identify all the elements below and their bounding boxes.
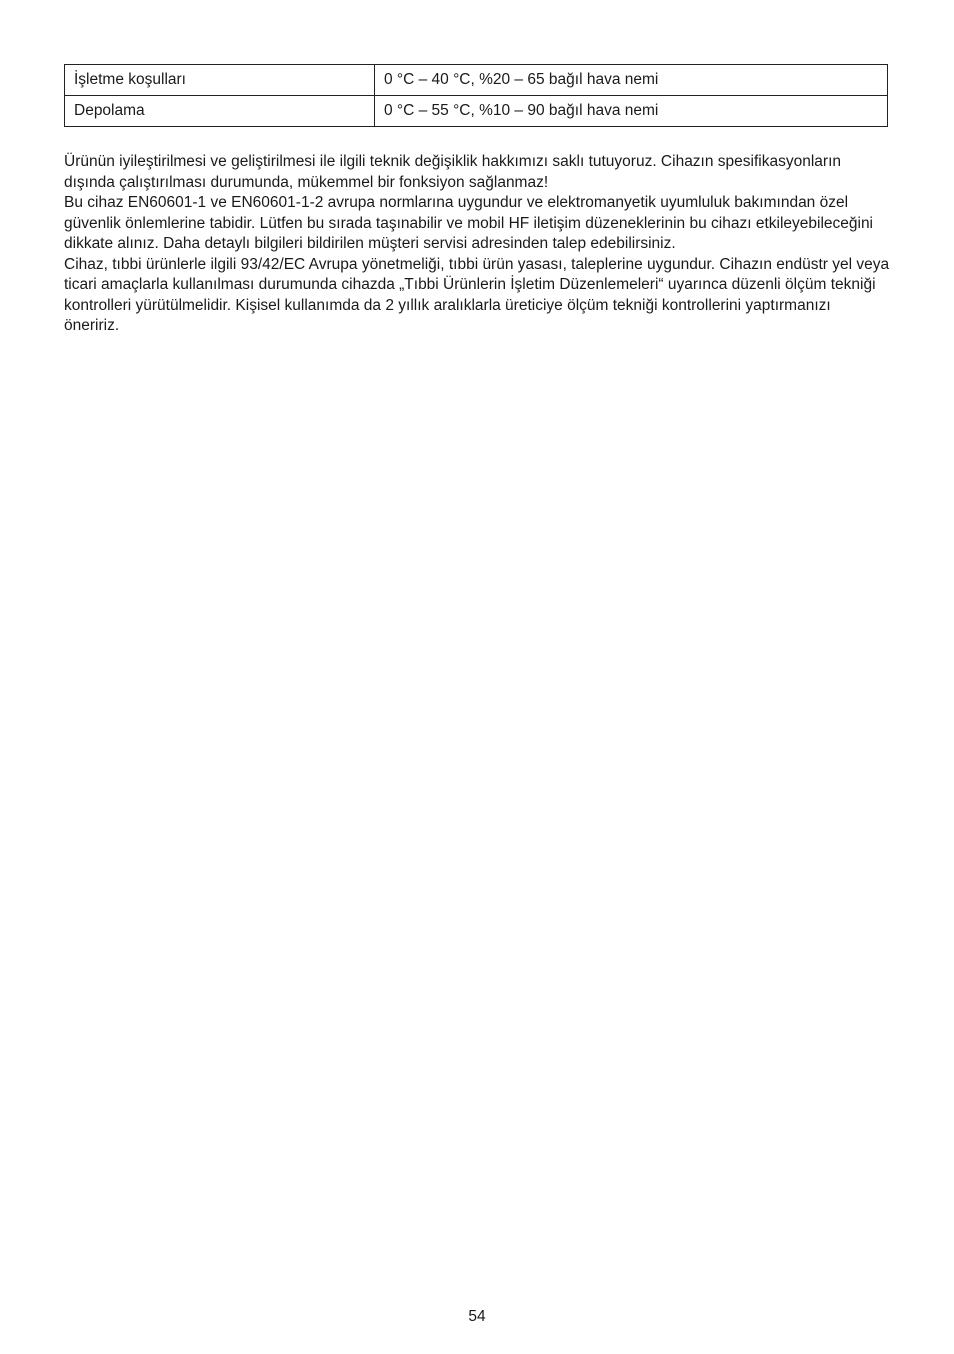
operating-conditions-value: 0 °C – 40 °C, %20 – 65 bağıl hava nemi (375, 65, 888, 96)
specifications-table (64, 64, 888, 127)
body-text (64, 152, 890, 337)
storage-label: Depolama (65, 96, 375, 127)
medical-directive-paragraph: Cihaz, tıbbi ürünlerle ilgili 93/42/EC Avrupa yönetmeliği, tıbbi ürün yasası, taleplerine uygundur. Cihazın endüstr yel veya ticari amaçlarla kullanılması durumunda cihazda „Tıbbi Ürünlerin İşletim Düzenlemeleri“ uyarınca düzenli ölçüm tekniği kontrolleri yürütülmelidir. Kişisel kullanımda da 2 yıllık aralıklarla üreticiye ölçüm tekniği kontrollerini yaptırmanızı öneririz. (64, 255, 890, 334)
table-row (65, 65, 888, 96)
page-number: 54 (468, 1308, 486, 1325)
storage-value: 0 °C – 55 °C, %10 – 90 bağıl hava nemi (375, 96, 888, 127)
table-row (65, 96, 888, 127)
emc-standards-paragraph: Bu cihaz EN60601-1 ve EN60601-1-2 avrupa normlarına uygundur ve elektromanyetik uyumluluk bakımından özel güvenlik önlemlerine tabidir. Lütfen bu sırada taşınabilir ve mobil HF iletişim düzeneklerinin bu cihazı etkileyebileceğini dikkate alınız. Daha detaylı bilgileri bildirilen müşteri servisi adresinden talep edebilirsiniz. (64, 194, 874, 252)
technical-changes-paragraph: Ürünün iyileştirilmesi ve geliştirilmesi ile ilgili teknik değişiklik hakkımızı saklı tutuyoruz. Cihazın spesifikasyonların dışında çalıştırılması durumunda, mükemmel bir fonksiyon sağlanmaz! (64, 153, 841, 191)
operating-conditions-label: İşletme koşulları (65, 65, 375, 96)
